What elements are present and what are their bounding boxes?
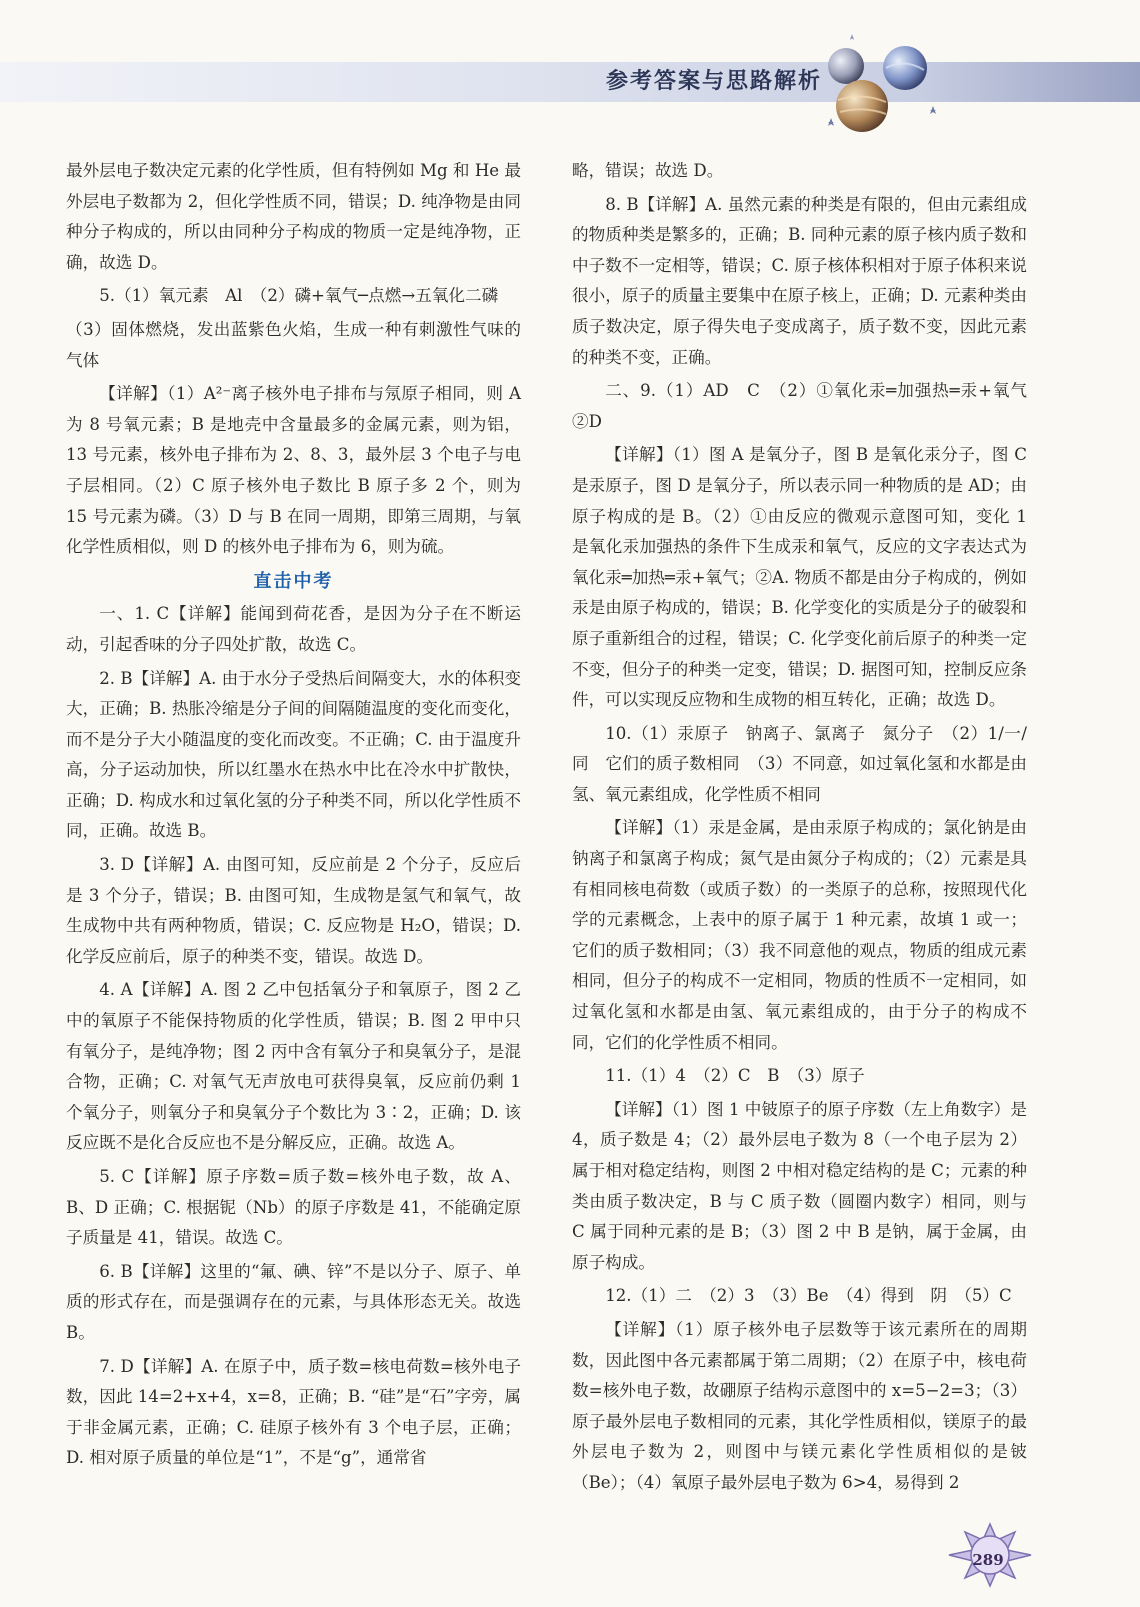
answer-paragraph: 【详解】（1）A²⁻离子核外电子排布与氖原子相同，则 A 为 8 号氧元素；B 是地壳中含量最多的金属元素，则为铝，13 号元素，核外电子排布为 2、8、3，最外层 3 个电子与电子层相同。（2）C 原子核外电子数比 B 原子多 2 个，则为 15 号元素为磷。（3）D 与 B 在同一周期，即第三周期，与氧化学性质相似，则 D 的核外电子排布为 6，则为硫。 [66, 384, 521, 557]
answer-paragraph: 【详解】（1）汞是金属，是由汞原子构成的；氯化钠是由钠离子和氯离子构成；氮气是由氮分子构成的；（2）元素是具有相同核电荷数（或质子数）的一类原子的总称，按照现代化学的元素概念，上表中的原子属于 1 种元素，故填 1 或一；它们的质子数相同；（3）我不同意他的观点，物质的组成元素相同，但分子的构成不一定相同，物质的性质不一定相同，如过氧化氢和水都是由氢、氧元素组成的，由于分子的构成不同，它们的化学性质不相同。 [572, 818, 1027, 1052]
answer-paragraph: 8. B【详解】A. 虽然元素的种类是有限的，但由元素组成的物质种类是繁多的，正确；B. 同种元素的原子核内质子数和中子数不一定相等，错误；C. 原子核体积相对于原子体积来说很小，原子的质量主要集中在原子核上，正确；D. 元素种类由质子数决定，原子得失电子变成离子，质子数不变，因此元素的种类不变，正确。 [572, 194, 1027, 367]
right-text-column [572, 156, 1044, 1502]
answer-paragraph: 【详解】（1）图 1 中铍原子的原子序数（左上角数字）是 4，质子数是 4；（2）最外层电子数为 8（一个电子层为 2）属于相对稳定结构，则图 2 中相对稳定结构的是 C；元素的种类由质子数决定，B 与 C 质子数（圆圈内数字）相同，则与 C 属于同种元素的是 B；（3）图 2 中 B 是钠，属于金属，由原子构成。 [572, 1099, 1027, 1272]
answer-paragraph: 2. B【详解】A. 由于水分子受热后间隔变大，水的体积变大，正确；B. 热胀冷缩是分子间的间隔随温度的变化而变化，而不是分子大小随温度的变化而改变。不正确；C. 由于温度升高，分子运动加快，所以红墨水在热水中比在冷水中扩散快，正确；D. 构成水和过氧化氢的分子种类不同，所以化学性质不同，正确。故选 B。 [66, 668, 521, 841]
page-number: 289 [972, 1551, 1004, 1569]
answer-paragraph: 【详解】（1）图 A 是氧分子，图 B 是氧化汞分子，图 C 是汞原子，图 D 是氧分子，所以表示同一种物质的是 AD；由原子构成的是 B。（2）①由反应的微观示意图可知，变化 1 是氧化汞加强热的条件下生成汞和氧气，反应的文字表达式为氧化汞═加热═汞+氧气；②A. 物质不都是由分子构成的，例如汞是由原子构成的，错误；B. 化学变化的实质是分子的破裂和原子重新组合的过程，错误；C. 化学变化前后原子的种类一定不变，但分子的种类一定变，错误；D. 据图可知，控制反应条件，可以实现反应物和生成物的相互转化，正确；故选 D。 [572, 445, 1027, 710]
answer-paragraph: 【详解】（1）原子核外电子层数等于该元素所在的周期数，因此图中各元素都属于第二周期；（2）在原子中，核电荷数=核外电子数，故硼原子结构示意图中的 x=5−2=3；（3）原子最外层电子数相同的元素，其化学性质相似，镁原子的最外层电子数为 2，则图中与镁元素化学性质相似的是铍（Be）；（4）氧原子最外层电子数为 6>4，易得到 2 [572, 1319, 1027, 1492]
left-text-column [66, 156, 521, 1477]
answer-paragraph: 最外层电子数决定元素的化学性质，但有特例如 Mg 和 He 最外层电子数都为 2，但化学性质不同，错误；D. 纯净物是由同种分子构成的，所以由同种分子构成的物质一定是纯净物，正确，故选 D。 [66, 161, 521, 272]
planets-decoration-icon [820, 28, 970, 138]
section-heading: 直击中考 [253, 570, 334, 592]
answer-paragraph: 10.（1）汞原子 钠离子、氯离子 氮分子 （2）1/一/同 它们的质子数相同 （3）不同意，如过氧化氢和水都是由氢、氧元素组成，化学性质不相同 [572, 723, 1027, 804]
answer-paragraph: 11.（1）4 （2）C B （3）原子 [605, 1066, 865, 1086]
answer-paragraph: 略，错误；故选 D。 [572, 161, 724, 180]
answer-paragraph: 3. D【详解】A. 由图可知，反应前是 2 个分子，反应后是 3 个分子，错误；B. 由图可知，生成物是氢气和氧气，故生成物中共有两种物质，错误；C. 反应物是 H₂O，错误；D. 化学反应前后，原子的种类不变，错误。故选 D。 [66, 855, 521, 966]
answer-paragraph: （3）固体燃烧，发出蓝紫色火焰，生成一种有刺激性气味的气体 [66, 319, 521, 370]
answer-paragraph: 4. A【详解】A. 图 2 乙中包括氧分子和氧原子，图 2 乙中的氧原子不能保持物质的化学性质，错误；B. 图 2 甲中只有氧分子，是纯净物；图 2 丙中含有氧分子和臭氧分子，是混合物，正确；C. 对氧气无声放电可获得臭氧，反应前仍剩 1 个氧分子，则氧分子和臭氧分子个数比为 3∶2，正确；D. 该反应既不是化合反应也不是分解反应，正确。故选 A。 [66, 980, 521, 1153]
answer-paragraph: 5. C【详解】原子序数=质子数=核外电子数，故 A、B、D 正确；C. 根据铌（Nb）的原子序数是 41，不能确定原子质量是 41，错误。故选 C。 [66, 1167, 521, 1248]
answer-paragraph: 5.（1）氧元素 Al （2）磷+氧气─点燃→五氧化二磷 [99, 286, 499, 306]
answer-paragraph: 二、9.（1）AD C （2）①氧化汞═加强热═汞+氧气 ②D [572, 381, 1044, 431]
answer-paragraph: 7. D【详解】A. 在原子中，质子数=核电荷数=核外电子数，因此 14=2+x+4，x=8，正确；B. “硅”是“石”字旁，属于非金属元素，正确；C. 硅原子核外有 3 个电子层，正确；D. 相对原子质量的单位是“1”，不是“g”，通常省 [66, 1356, 521, 1468]
answer-paragraph: 12.（1）二 （2）3 （3）Be （4）得到 阴 （5）C [605, 1286, 1012, 1306]
answer-paragraph: 一、1. C【详解】能闻到荷花香，是因为分子在不断运动，引起香味的分子四处扩散，故选 C。 [66, 604, 521, 654]
answer-paragraph: 6. B【详解】这里的“氟、碘、锌”不是以分子、原子、单质的形式存在，而是强调存在的元素，与具体形态无关。故选 B。 [66, 1261, 521, 1342]
page-title: 参考答案与思路解析 [605, 69, 822, 94]
